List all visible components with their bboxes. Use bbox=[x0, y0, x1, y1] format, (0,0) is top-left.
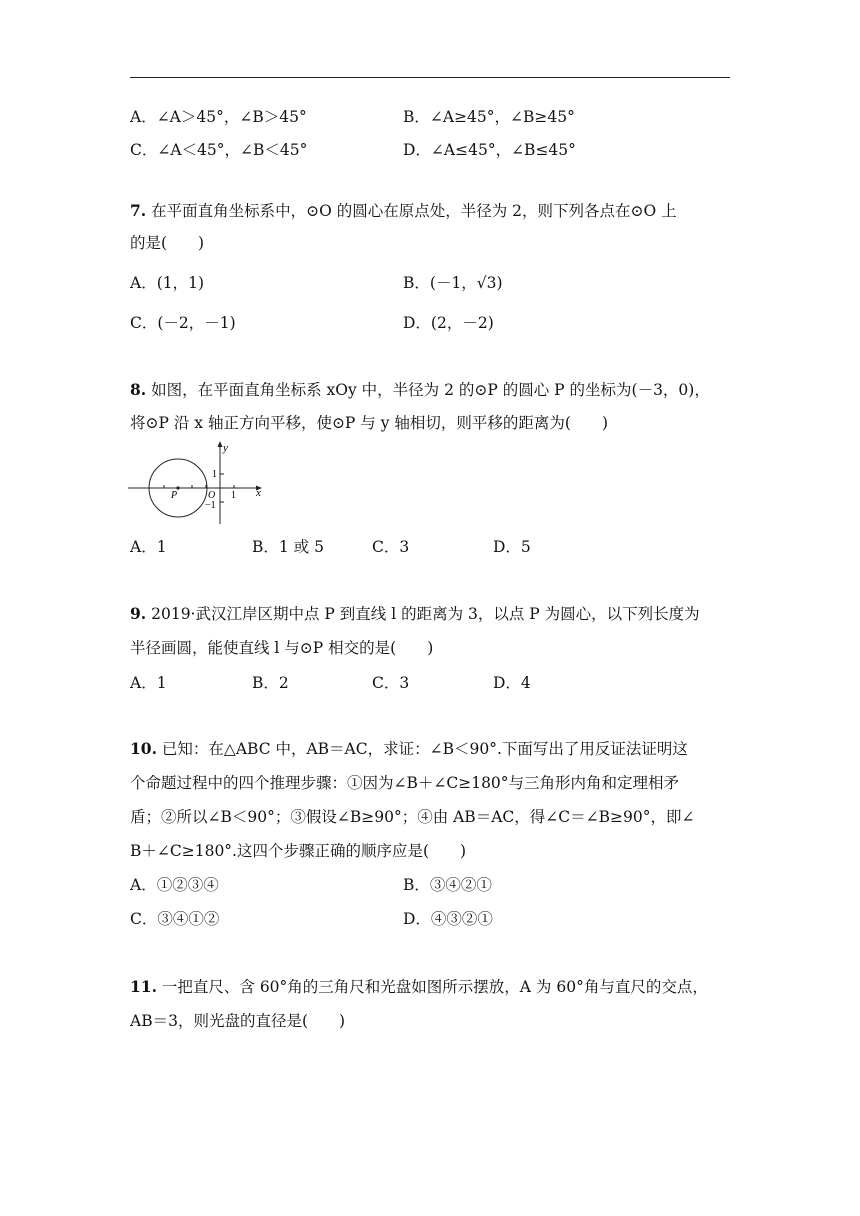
q7-stem-line2: 的是( ) bbox=[130, 234, 205, 252]
q10-stem-text1: 已知：在△ABC 中，AB＝AC，求证：∠B＜90°.下面写出了用反证法证明这 bbox=[156, 740, 688, 758]
q7-number: 7. bbox=[130, 201, 147, 220]
q8-y-arrow bbox=[218, 441, 223, 447]
q8-option-a: A．1 bbox=[130, 538, 167, 556]
q9-stem-text1: 2019·武汉江岸区期中点 P 到直线 l 的距离为 3，以点 P 为圆心，以下列长度为 bbox=[146, 605, 700, 623]
q8-stem-line1 bbox=[130, 379, 710, 401]
q10-option-a: A．①②③④ bbox=[130, 876, 219, 894]
q8-y-tick-neg1-label: −1 bbox=[205, 500, 216, 511]
q8-stem-line2: 将⊙P 沿 x 轴正方向平移，使⊙P 与 y 轴相切，则平移的距离为( ) bbox=[130, 414, 608, 432]
q8-option-b: B．1 或 5 bbox=[252, 538, 324, 556]
q9-stem-line2: 半径画圆，能使直线 l 与⊙P 相交的是( ) bbox=[130, 639, 434, 657]
q8-option-c: C．3 bbox=[372, 538, 410, 556]
q7-option-d: D．(2，－2) bbox=[403, 314, 494, 332]
q10-stem-line1 bbox=[130, 738, 688, 760]
q8-y-label: y bbox=[223, 442, 228, 454]
q8-x-label: x bbox=[256, 487, 261, 499]
q10-option-b: B．③④②① bbox=[403, 876, 492, 894]
q10-option-d: D．④③②① bbox=[403, 910, 493, 928]
q8-center-label: P bbox=[171, 490, 178, 501]
q6-option-b: B．∠A≥45°，∠B≥45° bbox=[403, 108, 575, 126]
q9-option-d: D．4 bbox=[493, 674, 531, 692]
q10-stem-line4: B＋∠C≥180°.这四个步骤正确的顺序应是( ) bbox=[130, 842, 467, 860]
q11-stem-text1: 一把直尺、含 60°角的三角尺和光盘如图所示摆放，A 为 60°角与直尺的交点， bbox=[156, 978, 708, 996]
q9-option-b: B．2 bbox=[252, 674, 289, 692]
q7-option-a: A．(1，1) bbox=[130, 274, 205, 292]
q8-y-tick-1-label: 1 bbox=[212, 469, 217, 480]
q10-stem-line3: 盾；②所以∠B＜90°；③假设∠B≥90°；④由 AB＝AC，得∠C＝∠B≥90°，即∠ bbox=[130, 808, 695, 826]
q9-option-c: C．3 bbox=[372, 674, 410, 692]
q8-number: 8. bbox=[130, 380, 147, 399]
q8-coordinate-figure bbox=[126, 438, 276, 528]
q7-option-b: B．(－1，√3) bbox=[403, 274, 503, 292]
header-rule bbox=[130, 77, 730, 78]
q7-option-c: C．(－2，－1) bbox=[130, 314, 236, 332]
q9-number: 9. bbox=[130, 604, 147, 623]
q8-origin-label: O bbox=[208, 490, 216, 501]
q9-option-a: A．1 bbox=[130, 674, 167, 692]
q11-number: 11. bbox=[130, 977, 157, 996]
q10-stem-line2: 个命题过程中的四个推理步骤：①因为∠B＋∠C≥180°与三角形内角和定理相矛 bbox=[130, 774, 680, 792]
q11-stem-line2: AB＝3，则光盘的直径是( ) bbox=[130, 1012, 346, 1030]
q8-option-d: D．5 bbox=[493, 538, 531, 556]
q6-option-d: D．∠A≤45°，∠B≤45° bbox=[403, 141, 576, 159]
q8-x-tick-1-label: 1 bbox=[231, 490, 236, 501]
q7-stem-text1: 在平面直角坐标系中，⊙O 的圆心在原点处，半径为 2，则下列各点在⊙O 上 bbox=[146, 202, 677, 220]
q8-stem-text1: 如图，在平面直角坐标系 xOy 中，半径为 2 的⊙P 的圆心 P 的坐标为(－3，0)， bbox=[146, 381, 710, 399]
q6-option-c: C．∠A＜45°，∠B＜45° bbox=[130, 141, 308, 159]
q7-stem-line1 bbox=[130, 200, 677, 222]
q10-option-c: C．③④①② bbox=[130, 910, 220, 928]
q6-option-a: A．∠A＞45°，∠B＞45° bbox=[130, 108, 307, 126]
q11-stem-line1 bbox=[130, 976, 708, 998]
q10-number: 10. bbox=[130, 739, 157, 758]
q9-stem-line1 bbox=[130, 603, 700, 625]
